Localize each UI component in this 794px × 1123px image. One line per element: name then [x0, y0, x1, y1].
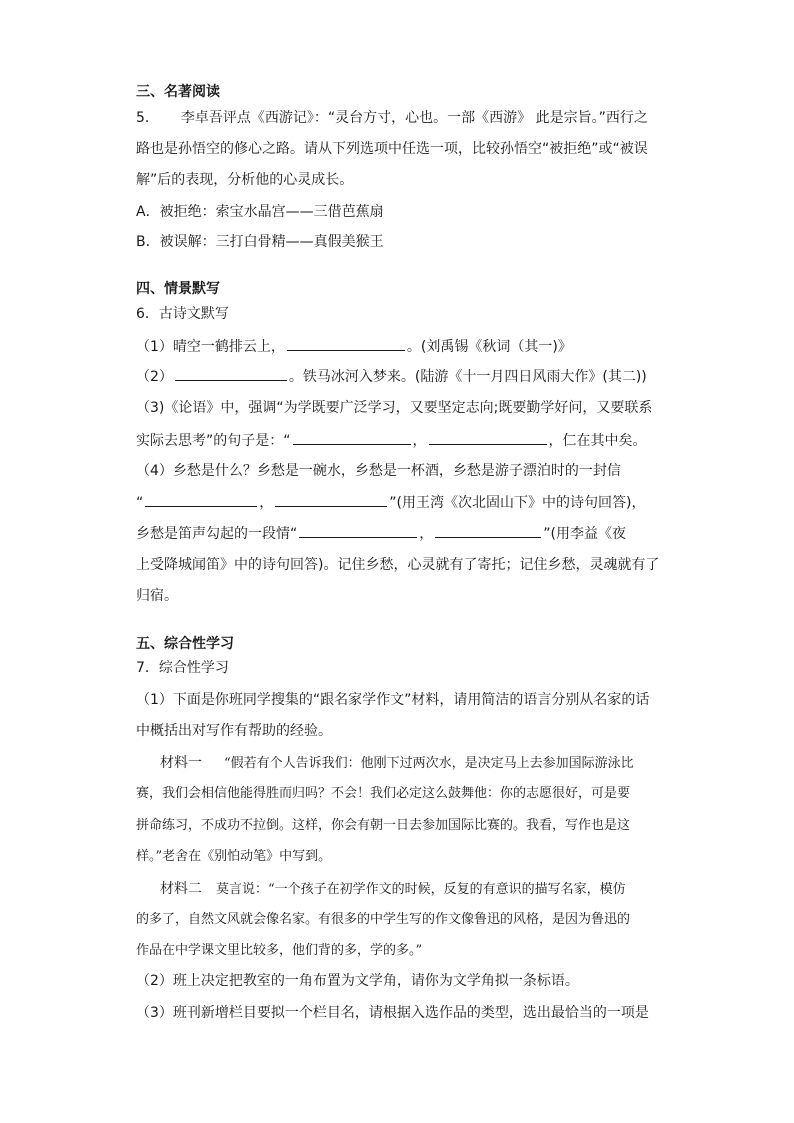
- material-2-label: 材料二: [160, 881, 202, 897]
- poem-line-2: （2） 。铁马冰河入梦来。(陆游《十一月四日风雨大作》(其二)): [136, 366, 647, 387]
- section-heading-4: 四、情景默写: [136, 281, 220, 297]
- answer-blank[interactable]: [293, 430, 411, 445]
- poem-line-7: 归宿。: [136, 588, 178, 604]
- poem-line-5: 乡愁是笛声勾起的一段情“ ， ”(用李益《夜: [136, 523, 626, 544]
- section-heading-3: 三、名著阅读: [136, 84, 220, 100]
- material-2-line-1: 材料二 莫言说：“一个孩子在初学作文的时候，反复的有意识的描写名家，模仿: [160, 881, 626, 897]
- answer-blank[interactable]: [175, 366, 287, 381]
- answer-blank[interactable]: [275, 492, 387, 507]
- answer-blank[interactable]: [435, 523, 541, 538]
- option-a: A．被拒绝：索宝水晶宫——三借芭蕉扇: [136, 204, 384, 220]
- poem-line-1: （1）晴空一鹤排云上， 。(刘禹锡《秋词（其一)》: [136, 336, 572, 357]
- poem-line-3b: 实际去思考”的句子是：“ ， ，仁在其中矣。: [136, 430, 647, 451]
- question-text: 李卓吾评点《西游记》：“灵台方寸，心也。一部《西游》 此是宗旨。”西行之: [180, 110, 648, 126]
- material-1-line-4: 样。”老舍在《别怕动笔》中写到。: [136, 849, 332, 864]
- section-heading-5: 五、综合性学习: [136, 636, 234, 652]
- question-5-line-1: [136, 108, 648, 128]
- question-5-line-3: 解”后的表现，分析他的心灵成长。: [136, 172, 354, 188]
- poem-line-6: 上受降城闻笛》中的诗句回答)。记住乡愁，心灵就有了寄托；记住乡愁，灵魂就有了: [136, 557, 660, 573]
- option-b: B．被误解：三打白骨精——真假美猴王: [136, 234, 384, 250]
- question-7-3: （3）班刊新增栏目要拟一个栏目名，请根据入选作品的类型，选出最恰当的一项是: [136, 1005, 649, 1021]
- poem-line-3a: （3)《论语》中，强调“为学既要广泛学习，又要坚定志向;既要勤学好问，又要联系: [136, 400, 653, 416]
- material-1-line-3: 拼命练习，不成功不拉倒。这样，你会有朝一日去参加国际比赛的。我看，写作也是这: [136, 818, 631, 833]
- question-7-1-line-1: （1）下面是你班同学搜集的“跟名家学作文”材料，请用简洁的语言分别从名家的话: [136, 692, 650, 708]
- answer-blank[interactable]: [429, 430, 547, 445]
- answer-blank[interactable]: [287, 336, 405, 351]
- question-5-line-2: 路也是孙悟空的修心之路。请从下列选项中任选一项，比较孙悟空“被拒绝”或“被误: [136, 141, 648, 157]
- question-7-1-line-2: 中概括出对写作有帮助的经验。: [136, 723, 332, 739]
- answer-blank[interactable]: [299, 523, 417, 538]
- material-2-line-2: 的多了，自然文风就会像名家。有很多的中学生写的作文像鲁迅的风格，是因为鲁迅的: [136, 912, 631, 927]
- material-1-label: 材料一: [160, 755, 202, 771]
- material-2-line-3: 作品在中学课文里比较多，他们背的多，学的多。”: [136, 943, 423, 958]
- poem-line-4a: （4）乡愁是什么？乡愁是一碗水，乡愁是一杯酒，乡愁是游子漂泊时的一封信: [136, 463, 621, 479]
- material-1-line-1: 材料一 “假若有个人告诉我们：他刚下过两次水，是决定马上去参加国际游泳比: [160, 755, 634, 771]
- question-7-2: （2）班上决定把教室的一角布置为文学角，请你为文学角拟一条标语。: [136, 973, 579, 989]
- material-1-line-2: 赛，我们会相信他能得胜而归吗？不会！我们必定这么鼓舞他：你的志愿很好，可是要: [136, 786, 631, 801]
- question-7-title: 7．综合性学习: [136, 660, 229, 676]
- answer-blank[interactable]: [145, 492, 257, 507]
- poem-line-4b: “ ， ”(用王湾《次北固山下》中的诗句回答)，: [136, 492, 645, 513]
- question-6-title: 6．古诗文默写: [136, 306, 229, 322]
- question-number: 5．: [136, 110, 159, 126]
